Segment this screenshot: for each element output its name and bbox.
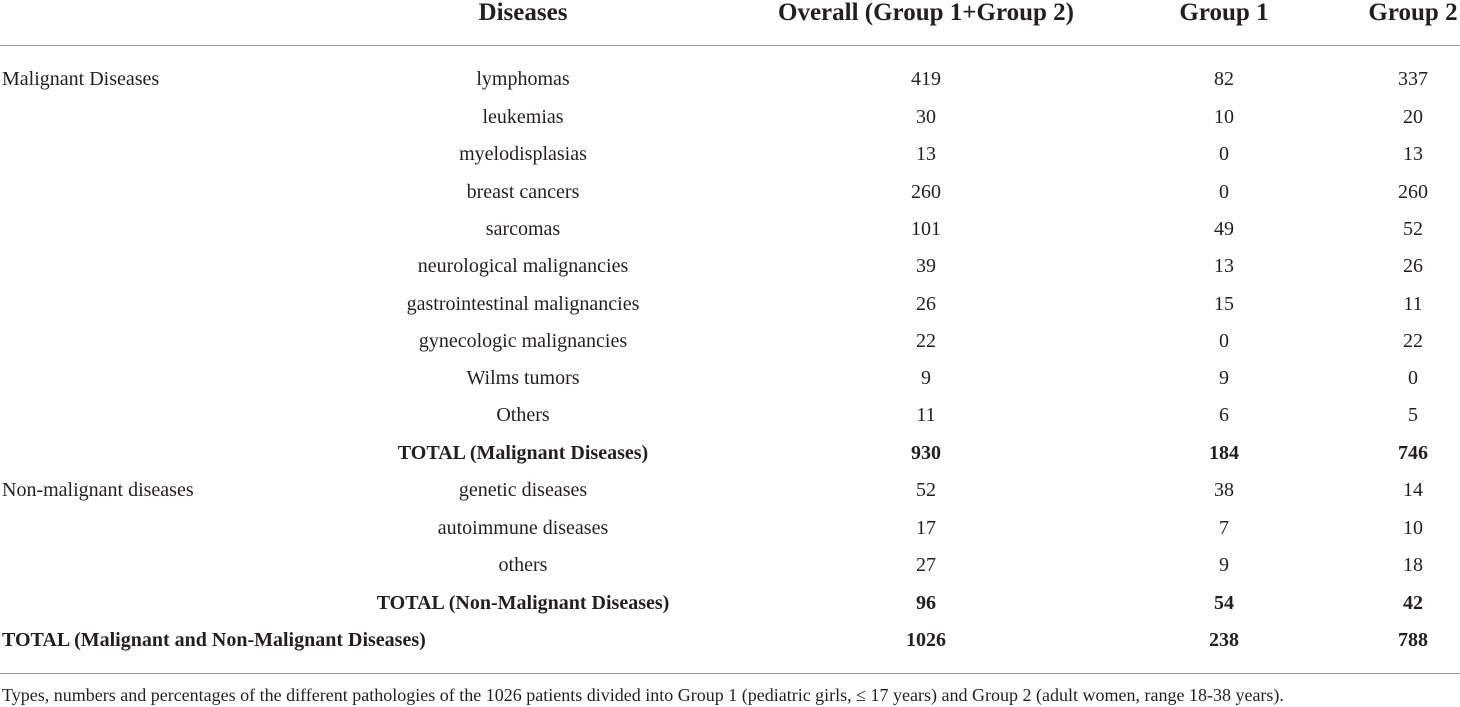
group2-cell: 10 bbox=[1403, 517, 1423, 539]
table-row bbox=[0, 253, 1460, 290]
overall-cell: 22 bbox=[916, 330, 936, 352]
disease-cell: neurological malignancies bbox=[417, 255, 629, 277]
overall-cell: 26 bbox=[916, 293, 936, 315]
group2-cell: 0 bbox=[1408, 367, 1418, 389]
overall-cell: 30 bbox=[916, 106, 936, 128]
category-cell: Malignant Diseases bbox=[2, 68, 160, 90]
overall-cell: 9 bbox=[921, 367, 931, 389]
group1-cell: 0 bbox=[1219, 143, 1229, 165]
disease-cell: myelodisplasias bbox=[459, 143, 587, 165]
disease-cell: lymphomas bbox=[476, 68, 570, 90]
overall-cell: 419 bbox=[911, 68, 941, 90]
disease-cell: autoimmune diseases bbox=[437, 517, 609, 539]
overall-cell: 11 bbox=[916, 404, 936, 426]
group1-cell: 0 bbox=[1219, 330, 1229, 352]
group2-cell: 746 bbox=[1398, 442, 1428, 464]
group1-cell: 15 bbox=[1214, 293, 1234, 315]
overall-cell: 17 bbox=[916, 517, 936, 539]
grand-total-row bbox=[0, 627, 1460, 664]
table-footnote: Types, numbers and percentages of the different pathologies of the 1026 patients divided into Group 1 (pediatric girls, ≤ 17 years) and Group 2 (adult women, range 18-38 years). bbox=[2, 685, 1284, 705]
overall-cell: 1026 bbox=[906, 629, 946, 651]
category-cell: Non-malignant diseases bbox=[2, 479, 194, 501]
group1-cell: 13 bbox=[1214, 255, 1234, 277]
group2-cell: 42 bbox=[1403, 592, 1423, 614]
table-row bbox=[0, 179, 1460, 216]
overall-cell: 101 bbox=[911, 218, 941, 240]
group1-cell: 9 bbox=[1219, 367, 1229, 389]
table-row bbox=[0, 216, 1460, 253]
table-row bbox=[0, 291, 1460, 328]
group1-cell: 82 bbox=[1214, 68, 1234, 90]
group2-cell: 13 bbox=[1403, 143, 1423, 165]
group1-cell: 10 bbox=[1214, 106, 1234, 128]
footer-divider bbox=[0, 673, 1460, 674]
group2-cell: 20 bbox=[1403, 106, 1423, 128]
group1-cell: 238 bbox=[1209, 629, 1239, 651]
disease-cell: Others bbox=[496, 404, 550, 426]
table-row bbox=[0, 141, 1460, 178]
table-row bbox=[0, 477, 1460, 514]
group2-cell: 26 bbox=[1403, 255, 1423, 277]
overall-cell: 27 bbox=[916, 554, 936, 576]
group1-cell: 49 bbox=[1214, 218, 1234, 240]
group2-cell: 22 bbox=[1403, 330, 1423, 352]
group1-cell: 7 bbox=[1219, 517, 1229, 539]
disease-cell: gastrointestinal malignancies bbox=[406, 293, 640, 315]
header-group2: Group 2 bbox=[1368, 0, 1458, 26]
group1-cell: 184 bbox=[1209, 442, 1239, 464]
overall-cell: 96 bbox=[916, 592, 936, 614]
disease-cell: TOTAL (Malignant Diseases) bbox=[397, 442, 649, 464]
overall-cell: 13 bbox=[916, 143, 936, 165]
overall-cell: 930 bbox=[911, 442, 941, 464]
table-row bbox=[0, 365, 1460, 402]
group2-cell: 11 bbox=[1403, 293, 1423, 315]
disease-cell: genetic diseases bbox=[458, 479, 588, 501]
table-row bbox=[0, 515, 1460, 552]
group2-cell: 52 bbox=[1403, 218, 1423, 240]
overall-cell: 52 bbox=[916, 479, 936, 501]
header-divider bbox=[0, 45, 1460, 46]
disease-cell: sarcomas bbox=[485, 218, 561, 240]
table-row bbox=[0, 552, 1460, 589]
header-overall: Overall (Group 1+Group 2) bbox=[778, 0, 1074, 26]
group2-cell: 5 bbox=[1408, 404, 1418, 426]
group1-cell: 54 bbox=[1214, 592, 1234, 614]
group2-cell: 788 bbox=[1398, 629, 1428, 651]
table-row bbox=[0, 328, 1460, 365]
overall-cell: 39 bbox=[916, 255, 936, 277]
group1-cell: 0 bbox=[1219, 181, 1229, 203]
disease-cell: leukemias bbox=[482, 106, 564, 128]
group2-cell: 14 bbox=[1403, 479, 1423, 501]
overall-cell: 260 bbox=[911, 181, 941, 203]
group1-cell: 6 bbox=[1219, 404, 1229, 426]
disease-cell: breast cancers bbox=[466, 181, 580, 203]
grand-total-label: TOTAL (Malignant and Non-Malignant Diseases) bbox=[2, 629, 426, 651]
subtotal-row-malignant bbox=[0, 440, 1460, 477]
subtotal-row-non-malignant bbox=[0, 590, 1460, 627]
group2-cell: 18 bbox=[1403, 554, 1423, 576]
group2-cell: 337 bbox=[1398, 68, 1428, 90]
disease-cell: gynecologic malignancies bbox=[418, 330, 628, 352]
disease-cell: others bbox=[498, 554, 548, 576]
disease-cell: Wilms tumors bbox=[466, 367, 580, 389]
group1-cell: 38 bbox=[1214, 479, 1234, 501]
disease-cell: TOTAL (Non-Malignant Diseases) bbox=[376, 592, 670, 614]
table-row bbox=[0, 402, 1460, 439]
group2-cell: 260 bbox=[1398, 181, 1428, 203]
header-group1: Group 1 bbox=[1179, 0, 1269, 26]
header-diseases: Diseases bbox=[478, 0, 568, 26]
table-row bbox=[0, 104, 1460, 141]
group1-cell: 9 bbox=[1219, 554, 1229, 576]
table-row bbox=[0, 66, 1460, 103]
